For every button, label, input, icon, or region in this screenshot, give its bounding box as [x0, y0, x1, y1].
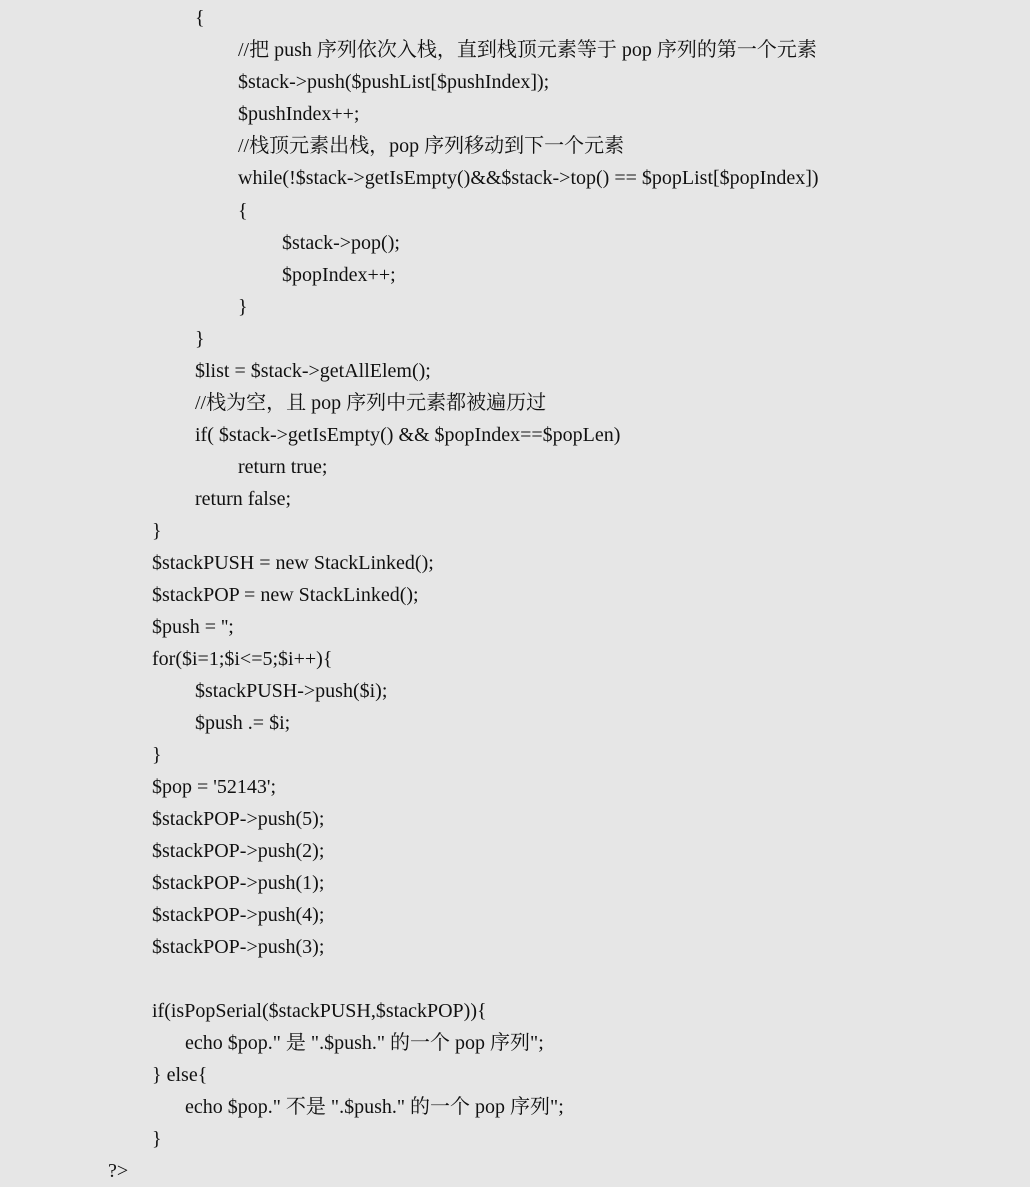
code-line: if(isPopSerial($stackPUSH,$stackPOP)){: [152, 1000, 487, 1022]
code-line: {: [195, 7, 205, 29]
code-line: $popIndex++;: [282, 264, 396, 286]
code-line: $stackPOP->push(1);: [152, 872, 325, 894]
code-line: } else{: [152, 1064, 208, 1086]
code-line: $stackPOP->push(5);: [152, 808, 325, 830]
code-line: $stack->push($pushList[$pushIndex]);: [238, 71, 550, 93]
code-line: while(!$stack->getIsEmpty()&&$stack->top() == $popList[$popIndex]): [238, 167, 819, 189]
code-comment: //栈为空，且 pop 序列中元素都被遍历过: [195, 392, 547, 414]
code-comment: //把 push 序列依次入栈，直到栈顶元素等于 pop 序列的第一个元素: [238, 39, 817, 61]
code-line: $stackPOP->push(4);: [152, 904, 325, 926]
code-line: return true;: [238, 456, 328, 478]
code-line: }: [195, 328, 205, 350]
code-line: {: [238, 200, 248, 222]
code-line: $stackPUSH->push($i);: [195, 680, 388, 702]
code-line: }: [152, 1128, 162, 1150]
code-line: for($i=1;$i<=5;$i++){: [152, 648, 333, 670]
code-line: $list = $stack->getAllElem();: [195, 360, 431, 382]
code-line: $stack->pop();: [282, 232, 400, 254]
code-line: $push .= $i;: [195, 712, 291, 734]
code-line: ?>: [108, 1160, 129, 1182]
code-line: }: [152, 520, 162, 542]
code-line: $stackPOP->push(2);: [152, 840, 325, 862]
code-line: echo $pop." 是 ".$push." 的一个 pop 序列";: [185, 1032, 544, 1054]
code-line: $stackPOP->push(3);: [152, 936, 325, 958]
code-line: $stackPOP = new StackLinked();: [152, 584, 419, 606]
code-line: $push = '';: [152, 616, 234, 638]
code-line: if( $stack->getIsEmpty() && $popIndex==$popLen): [195, 424, 621, 446]
code-line: $stackPUSH = new StackLinked();: [152, 552, 434, 574]
code-line: echo $pop." 不是 ".$push." 的一个 pop 序列";: [185, 1096, 564, 1118]
code-comment: //栈顶元素出栈，pop 序列移动到下一个元素: [238, 135, 625, 157]
code-line: }: [238, 296, 248, 318]
code-line: $pop = '52143';: [152, 776, 277, 798]
code-line: $pushIndex++;: [238, 103, 360, 125]
code-line: return false;: [195, 488, 292, 510]
code-line: }: [152, 744, 162, 766]
